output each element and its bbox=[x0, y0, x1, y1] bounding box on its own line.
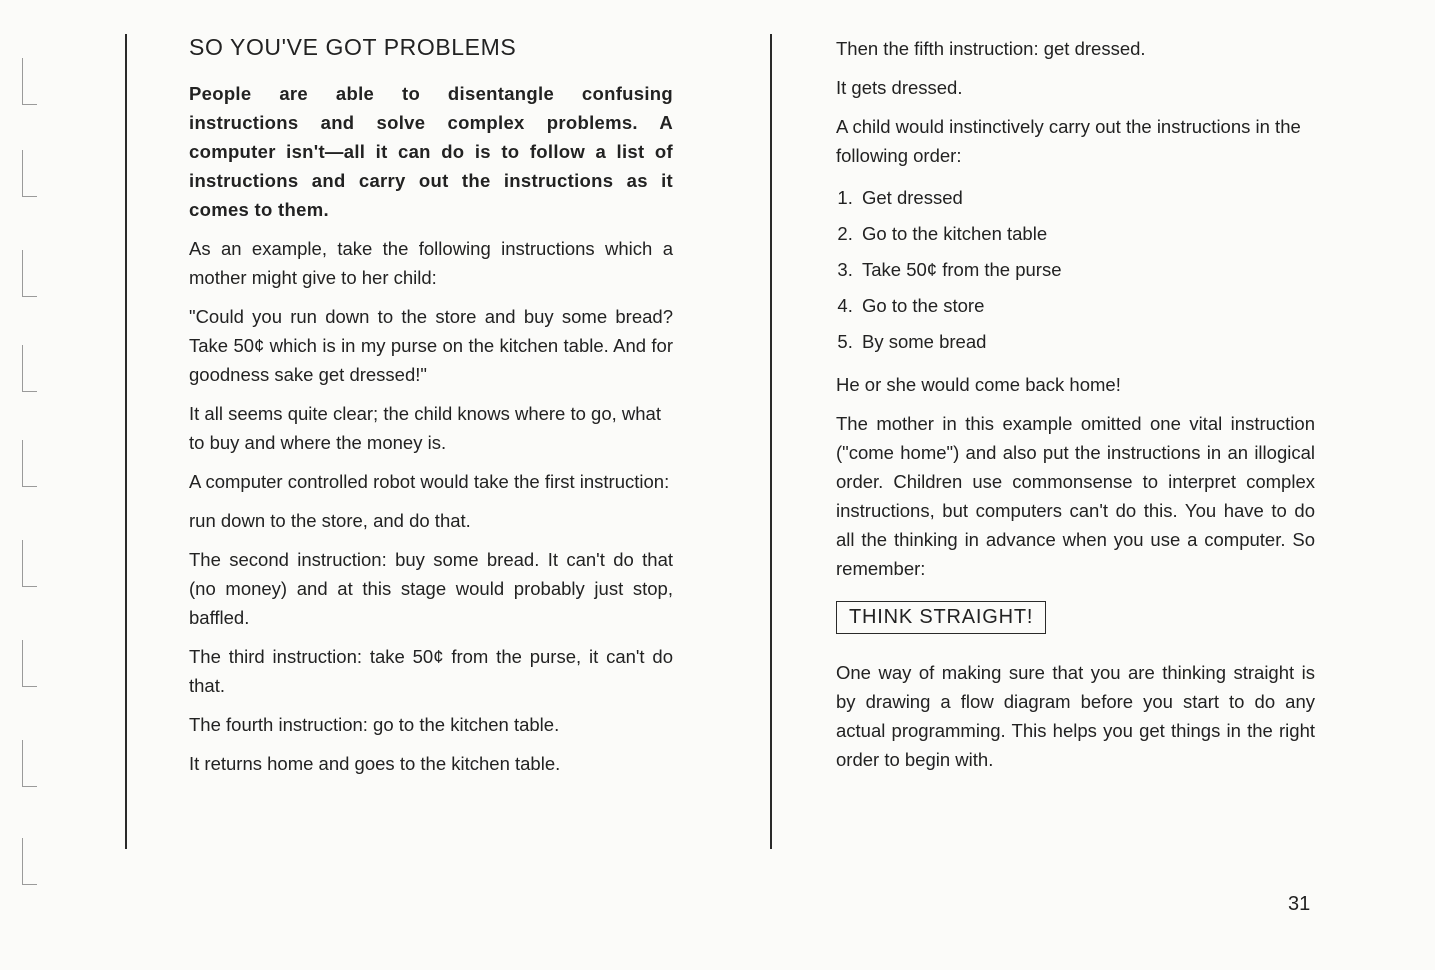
third-instruction-paragraph: The third instruction: take 50¢ from the purse, it can't do that. bbox=[189, 646, 673, 696]
flow-diagram-paragraph: One way of making sure that you are thinking straight is by drawing a flow diagram before you start to do any actual programming. This helps you get things in the right order to begin with. bbox=[836, 662, 1315, 770]
list-item: 4. Go to the store bbox=[858, 288, 1315, 324]
robot-paragraph: A computer controlled robot would take the first instruction: bbox=[189, 471, 670, 492]
list-item: 3. Take 50¢ from the purse bbox=[858, 252, 1315, 288]
quote-paragraph: "Could you run down to the store and buy some bread? Take 50¢ which is in my purse on the kitchen table. And for goodness sake get dressed!" bbox=[189, 306, 673, 385]
binding-mark bbox=[22, 540, 37, 587]
binding-mark bbox=[22, 150, 37, 197]
right-column bbox=[770, 34, 1315, 849]
binding-mark bbox=[22, 345, 37, 392]
binding-mark bbox=[22, 740, 37, 787]
page-number: 31 bbox=[1288, 893, 1311, 915]
binding-mark bbox=[22, 440, 37, 487]
binding-mark bbox=[22, 838, 37, 885]
list-item: 1. Get dressed bbox=[858, 180, 1315, 216]
example-paragraph: As an example, take the following instructions which a mother might give to her child: bbox=[189, 238, 673, 288]
think-straight-box: THINK STRAIGHT! bbox=[836, 601, 1046, 634]
mother-paragraph: The mother in this example omitted one vital instruction ("come home") and also put the instructions in an illogical order. Children use commonsense to interpret complex instructions, but computers can't do this. You have to do all the thinking in advance when you use a computer. So remember: bbox=[836, 413, 1315, 579]
binding-mark bbox=[22, 250, 37, 297]
binding-mark bbox=[22, 58, 37, 105]
come-back-paragraph: He or she would come back home! bbox=[836, 374, 1121, 395]
list-item: 5. By some bread bbox=[858, 324, 1315, 360]
returns-paragraph: It returns home and goes to the kitchen table. bbox=[189, 753, 561, 774]
second-instruction-paragraph: The second instruction: buy some bread. It can't do that (no money) and at this stage would probably just stop, baffled. bbox=[189, 549, 673, 628]
intro-paragraph: People are able to disentangle confusing instructions and solve complex problems. A computer isn't—all it can do is to follow a list of instructions and carry out the instructions as it comes to them. bbox=[189, 83, 673, 220]
ordered-steps-list bbox=[836, 180, 1315, 360]
dressed-paragraph: It gets dressed. bbox=[836, 77, 963, 98]
clear-paragraph: It all seems quite clear; the child knows where to go, what to buy and where the money is. bbox=[189, 403, 661, 453]
list-item: 2. Go to the kitchen table bbox=[858, 216, 1315, 252]
page-title: SO YOU'VE GOT PROBLEMS bbox=[189, 34, 517, 60]
fourth-instruction-paragraph: The fourth instruction: go to the kitchen table. bbox=[189, 714, 560, 735]
fifth-instruction-paragraph: Then the fifth instruction: get dressed. bbox=[836, 38, 1146, 59]
child-order-paragraph: A child would instinctively carry out the instructions in the following order: bbox=[836, 116, 1301, 166]
binding-mark bbox=[22, 640, 37, 687]
left-column bbox=[125, 34, 673, 849]
run-paragraph: run down to the store, and do that. bbox=[189, 510, 471, 531]
